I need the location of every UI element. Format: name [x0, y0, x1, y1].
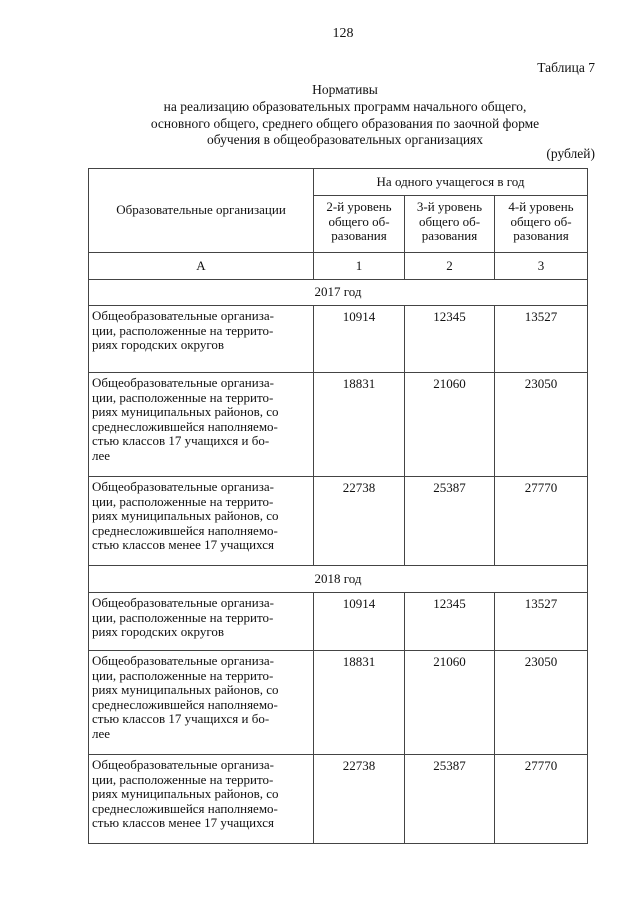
unit-label: (рублей)	[546, 146, 595, 161]
norm-value: 12345	[405, 593, 495, 651]
norm-value: 23050	[495, 373, 588, 477]
organization-name: Общеобразовательные организа- ции, расположенные на террито- риях городских округов	[89, 306, 314, 373]
header-level-3: 3-й уровень общего об- разования	[405, 196, 495, 253]
table-row	[89, 651, 588, 755]
norm-value: 25387	[405, 755, 495, 844]
norm-value: 13527	[495, 306, 588, 373]
table-label: Таблица 7	[537, 60, 595, 75]
table-row	[89, 306, 588, 373]
organization-name: Общеобразовательные организа- ции, расположенные на террито- риях муниципальных районов, со среднесложившейся наполняемо- стью классов менее 17 учащихся	[89, 477, 314, 566]
norm-value: 18831	[314, 651, 405, 755]
table-title	[88, 82, 602, 149]
norm-value: 12345	[405, 306, 495, 373]
title-line: обучения в общеобразовательных организациях	[206, 132, 484, 148]
norm-value: 22738	[314, 477, 405, 566]
column-letter: 3	[495, 253, 588, 280]
organization-name: Общеобразовательные организа- ции, расположенные на террито- риях городских округов	[89, 593, 314, 651]
organization-name: Общеобразовательные организа- ции, расположенные на террито- риях муниципальных районов, со среднесложившейся наполняемо- стью классов 17 учащихся и бо- лее	[89, 373, 314, 477]
norm-value: 10914	[314, 593, 405, 651]
norm-value: 13527	[495, 593, 588, 651]
title-line: основного общего, среднего общего образования по заочной форме	[150, 115, 540, 131]
table-row	[89, 373, 588, 477]
table-body	[89, 280, 588, 844]
title-line: Нормативы	[312, 82, 378, 97]
table-row	[89, 755, 588, 844]
norm-value: 27770	[495, 755, 588, 844]
organization-name: Общеобразовательные организа- ции, расположенные на террито- риях муниципальных районов, со среднесложившейся наполняемо- стью классов менее 17 учащихся	[89, 755, 314, 844]
column-letter: 2	[405, 253, 495, 280]
table-row	[89, 593, 588, 651]
year-label: 2018 год	[89, 566, 588, 593]
column-letter: А	[89, 253, 314, 280]
title-line: на реализацию образовательных программ начального общего,	[163, 98, 527, 114]
norms-table	[88, 168, 588, 844]
norm-value: 27770	[495, 477, 588, 566]
norm-value: 21060	[405, 651, 495, 755]
header-group: На одного учащегося в год	[314, 169, 588, 196]
norm-value: 22738	[314, 755, 405, 844]
column-letter: 1	[314, 253, 405, 280]
organization-name: Общеобразовательные организа- ции, расположенные на террито- риях муниципальных районов, со среднесложившейся наполняемо- стью классов 17 учащихся и бо- лее	[89, 651, 314, 755]
norm-value: 21060	[405, 373, 495, 477]
header-level-2: 2-й уровень общего об- разования	[314, 196, 405, 253]
header-org-column: Образовательные организации	[89, 169, 314, 253]
norm-value: 23050	[495, 651, 588, 755]
page-number: 128	[332, 26, 354, 41]
year-row	[89, 566, 588, 593]
header-level-4: 4-й уровень общего об- разования	[495, 196, 588, 253]
norm-value: 25387	[405, 477, 495, 566]
norm-value: 10914	[314, 306, 405, 373]
table-row	[89, 477, 588, 566]
year-label: 2017 год	[89, 280, 588, 306]
year-row	[89, 280, 588, 306]
norm-value: 18831	[314, 373, 405, 477]
